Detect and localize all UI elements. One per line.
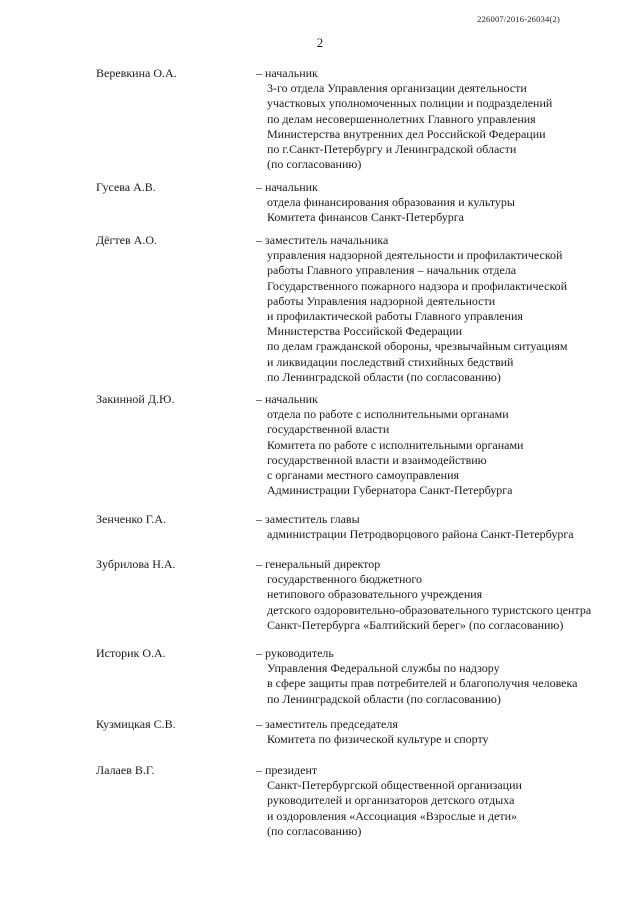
position-title: – генеральный директор xyxy=(256,557,381,571)
position-line: с органами местного самоуправления xyxy=(267,468,460,483)
member-position xyxy=(256,512,574,542)
member-name: Зубрилова Н.А. xyxy=(96,557,176,571)
position-title: – заместитель начальника xyxy=(256,233,389,247)
member-name: Зенченко Г.А. xyxy=(96,512,167,526)
position-line: 3-го отдела Управления организации деятельности xyxy=(267,81,527,96)
position-line: (по согласованию) xyxy=(267,157,362,172)
position-line: детского оздоровительно-образовательного туристского центра xyxy=(267,602,592,617)
position-line: по Ленинградской области (по согласованию) xyxy=(267,369,501,384)
position-line: (по согласованию) xyxy=(267,823,362,838)
member-position xyxy=(256,763,522,839)
member-position xyxy=(256,646,577,707)
position-title: – руководитель xyxy=(256,646,334,660)
position-line: участковых уполномоченных полиции и подразделений xyxy=(267,96,553,111)
member-position xyxy=(256,233,568,385)
member-name: Лалаев В.Г. xyxy=(96,763,155,777)
position-line: государственной власти и взаимодействию xyxy=(267,452,487,467)
position-title: – начальник xyxy=(256,66,318,80)
position-line: администрации Петродворцового района Санкт-Петербурга xyxy=(267,527,574,542)
member-position xyxy=(256,180,515,226)
position-line: Администрации Губернатора Санкт-Петербурга xyxy=(267,483,513,498)
member-name: Гусева А.В. xyxy=(96,180,156,194)
document-id: 226007/2016-26034(2) xyxy=(477,14,560,24)
position-title: – начальник xyxy=(256,392,318,406)
member-name: Историк О.А. xyxy=(96,646,166,660)
position-title: – заместитель главы xyxy=(256,512,360,526)
position-line: управления надзорной деятельности и профилактической xyxy=(267,248,563,263)
position-line: Комитета по работе с исполнительными органами xyxy=(267,437,524,452)
position-line: Комитета по физической культуре и спорту xyxy=(267,732,489,747)
member-name: Дёгтев А.О. xyxy=(96,233,158,247)
page-number: 2 xyxy=(316,35,324,50)
position-line: Государственного пожарного надзора и профилактической xyxy=(267,278,568,293)
position-line: нетипового образовательного учреждения xyxy=(267,587,483,602)
member-position xyxy=(256,717,489,747)
member-name: Веревкина О.А. xyxy=(96,66,177,80)
position-line: Комитета финансов Санкт-Петербурга xyxy=(267,210,464,225)
position-line: и профилактической работы Главного управления xyxy=(267,309,523,324)
position-line: руководителей и организаторов детского отдыха xyxy=(267,793,515,808)
position-line: работы Управления надзорной деятельности xyxy=(267,293,496,308)
member-position xyxy=(256,557,591,633)
position-line: Министерства Российской Федерации xyxy=(267,324,463,339)
member-position xyxy=(256,392,523,498)
position-title: – заместитель председателя xyxy=(256,717,398,731)
position-line: и ликвидации последствий стихийных бедствий xyxy=(267,354,514,369)
position-line: по делам гражданской обороны, чрезвычайным ситуациям xyxy=(267,339,568,354)
position-line: Санкт-Петербурга «Балтийский берег» (по согласованию) xyxy=(267,617,564,632)
member-position xyxy=(256,66,552,172)
position-line: Санкт-Петербургской общественной организации xyxy=(267,778,522,793)
position-line: работы Главного управления – начальник отдела xyxy=(267,263,517,278)
position-line: государственной власти xyxy=(267,422,390,437)
member-name: Закинной Д.Ю. xyxy=(96,392,175,406)
position-line: Министерства внутренних дел Российской Федерации xyxy=(267,126,546,141)
position-line: в сфере защиты прав потребителей и благополучия человека xyxy=(267,676,578,691)
position-line: и оздоровления «Ассоциация «Взрослые и дети» xyxy=(267,808,518,823)
position-line: отдела по работе с исполнительными органами xyxy=(267,407,509,422)
member-name: Кузмицкая С.В. xyxy=(96,717,176,731)
position-line: по Ленинградской области (по согласованию) xyxy=(267,691,501,706)
position-line: Управления Федеральной службы по надзору xyxy=(267,661,500,676)
position-line: по делам несовершеннолетних Главного управления xyxy=(267,111,536,126)
position-title: – президент xyxy=(256,763,318,777)
position-title: – начальник xyxy=(256,180,318,194)
position-line: по г.Санкт-Петербургу и Ленинградской области xyxy=(267,142,517,157)
position-line: отдела финансирования образования и культуры xyxy=(267,195,515,210)
position-line: государственного бюджетного xyxy=(267,572,423,587)
